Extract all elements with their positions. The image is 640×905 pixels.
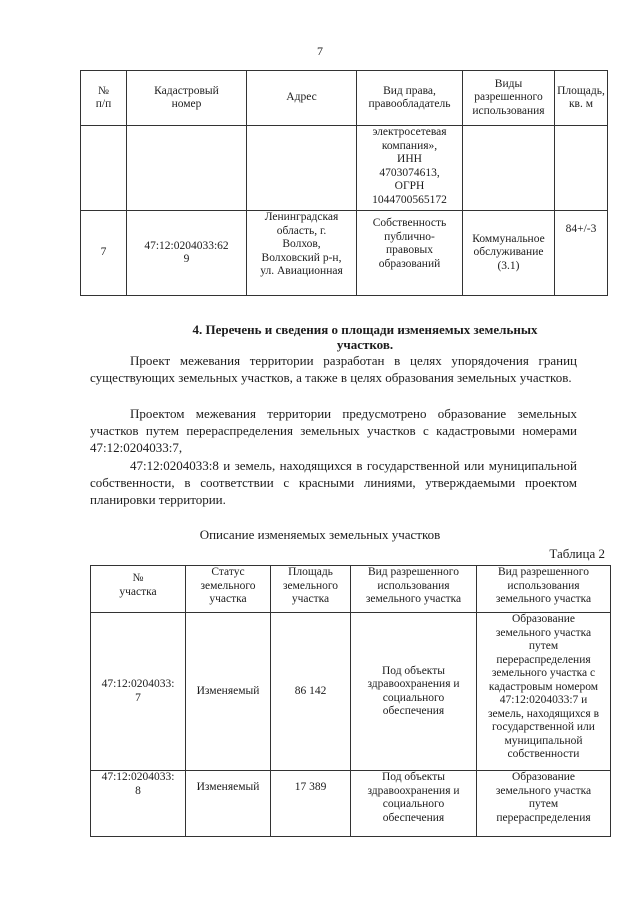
- table-row: [81, 126, 608, 211]
- paragraph: 47:12:0204033:8 и земель, находящихся в государственной или муниципальной собственности, в соответствии с красными линиями, утверждаемыми проектом планировки территории.: [90, 458, 577, 507]
- paragraph: Проектом межевания территории предусмотрено образование земельных участков путем перераспределения земельных участков с кадастровыми номерами 47:12:0204033:7,: [90, 406, 577, 455]
- column-header: Кадастровый номер: [127, 71, 247, 126]
- column-header: Адрес: [247, 71, 357, 126]
- table-row: [91, 771, 611, 837]
- table-cell: 47:12:0204033: 7: [91, 613, 186, 771]
- table-row: [91, 613, 611, 771]
- table-cell: [81, 126, 127, 211]
- table-cell: Образование земельного участка путем перераспределения земельного участка с кадастровым номером 47:12:0204033:7 и земель, находящихся в государственной или муниципальной собственности: [477, 613, 611, 771]
- column-header: Виды разрешенного использования: [463, 71, 555, 126]
- cadastral-table: [80, 70, 608, 296]
- table-caption: Описание изменяемых земельных участков: [199, 527, 441, 542]
- table-cell: Собственность публично- правовых образований: [357, 211, 463, 296]
- table-header-row: [81, 71, 608, 126]
- table-cell: 7: [81, 211, 127, 296]
- table-cell: [247, 126, 357, 211]
- column-header: Вид разрешенного использования земельного участка: [351, 566, 477, 613]
- table-cell: [127, 126, 247, 211]
- table-cell: 84+/-3: [555, 211, 608, 296]
- table-cell: Образование земельного участка путем перераспределения: [477, 771, 611, 837]
- table-cell: [555, 126, 608, 211]
- table-cell: Изменяемый: [186, 613, 271, 771]
- plots-table: [90, 565, 611, 837]
- table-cell: 86 142: [271, 613, 351, 771]
- table-cell: [463, 126, 555, 211]
- column-header: № п/п: [81, 71, 127, 126]
- table-number: Таблица 2: [549, 546, 605, 561]
- table-cell: электросетевая компания», ИНН 4703074613, ОГРН 1044700565172: [357, 126, 463, 211]
- page-number: 7: [317, 44, 323, 58]
- table-cell: 47:12:0204033:62 9: [127, 211, 247, 296]
- column-header: Вид разрешенного использования земельного участка: [477, 566, 611, 613]
- column-header: Площадь земельного участка: [271, 566, 351, 613]
- table-header-row: [91, 566, 611, 613]
- table-cell: Под объекты здравоохранения и социального обеспечения: [351, 613, 477, 771]
- paragraph: Проект межевания территории разработан в целях упорядочения границ существующих земельных участков, а также в целях образования земельных участков.: [90, 353, 577, 385]
- table-row: [81, 211, 608, 296]
- column-header: Площадь, кв. м: [555, 71, 608, 126]
- section-heading: 4. Перечень и сведения о площади изменяемых земельных участков.: [192, 322, 538, 352]
- table-cell: Ленинградская область, г. Волхов, Волховский р-н, ул. Авиационная: [247, 211, 357, 296]
- table-cell: Изменяемый: [186, 771, 271, 837]
- table-cell: Под объекты здравоохранения и социального обеспечения: [351, 771, 477, 837]
- table-cell: Коммунальное обслуживание (3.1): [463, 211, 555, 296]
- column-header: Статус земельного участка: [186, 566, 271, 613]
- table-cell: 47:12:0204033: 8: [91, 771, 186, 837]
- table-cell: 17 389: [271, 771, 351, 837]
- column-header: № участка: [91, 566, 186, 613]
- column-header: Вид права, правообладатель: [357, 71, 463, 126]
